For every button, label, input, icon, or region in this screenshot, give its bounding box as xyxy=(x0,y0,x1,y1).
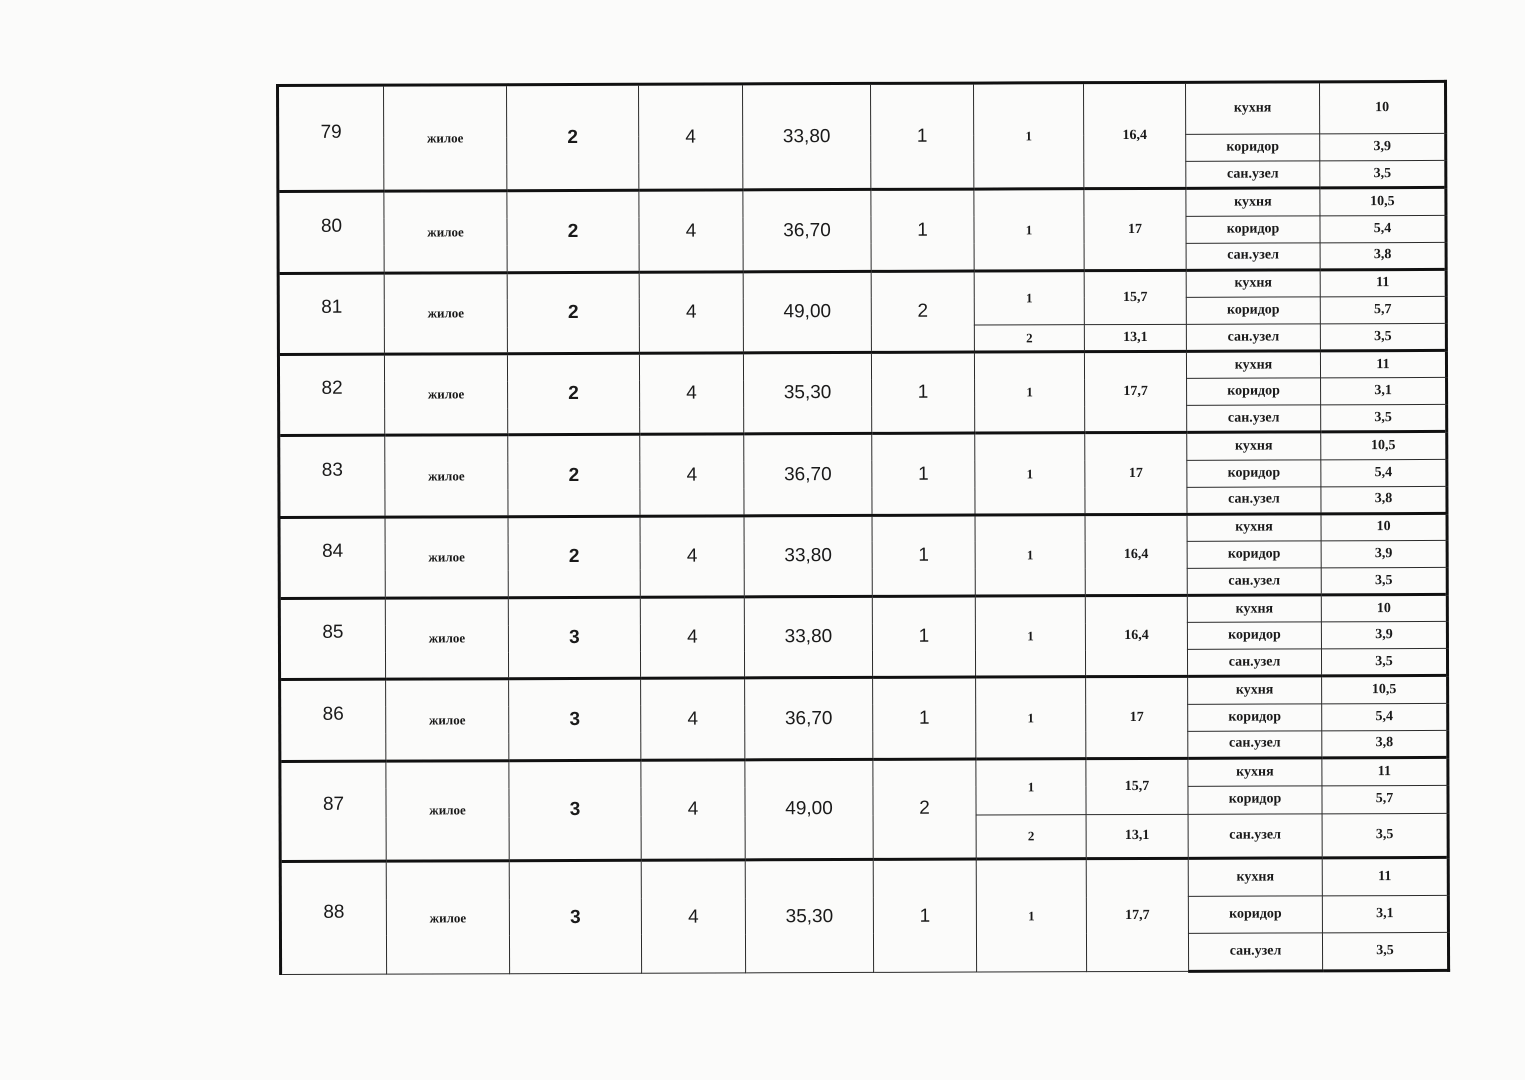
room-number: 1 xyxy=(975,514,1085,596)
aux-room-name: кухня xyxy=(1187,514,1321,542)
aux-room-area: 3,5 xyxy=(1321,567,1447,595)
table-row xyxy=(280,757,1448,789)
aux-room-name: сан.узел xyxy=(1188,730,1322,758)
total-area: 49,00 xyxy=(743,271,871,353)
room-number: 1 xyxy=(976,859,1086,972)
aux-room-area: 10 xyxy=(1319,81,1445,134)
total-area: 36,70 xyxy=(743,190,871,272)
apartment-number: 83 xyxy=(321,459,343,481)
room-area: 17,7 xyxy=(1086,859,1188,972)
aux-room-name: сан.узел xyxy=(1187,487,1321,515)
room-area: 16,4 xyxy=(1085,514,1187,596)
aux-room-area: 3,5 xyxy=(1322,813,1448,858)
floor-number: 2 xyxy=(507,191,639,273)
aux-room-name: коридор xyxy=(1187,622,1321,650)
aux-room-area: 3,5 xyxy=(1321,649,1447,677)
floors-total: 4 xyxy=(641,860,745,973)
apartment-number-cell xyxy=(280,680,386,762)
total-area: 33,80 xyxy=(744,597,872,679)
floors-total: 4 xyxy=(641,678,745,760)
table-row xyxy=(279,595,1447,626)
room-number: 1 xyxy=(974,352,1084,434)
apartment-number-cell xyxy=(279,598,385,680)
aux-room-area: 3,5 xyxy=(1321,405,1447,433)
table-row xyxy=(278,81,1446,137)
room-area: 17,7 xyxy=(1084,351,1186,433)
aux-room-name: сан.узел xyxy=(1186,243,1320,271)
aux-room-name: коридор xyxy=(1187,541,1321,569)
rooms-count: 1 xyxy=(871,190,974,272)
aux-room-area: 10 xyxy=(1321,513,1447,541)
premises-type: жилое xyxy=(384,272,507,354)
apartment-number: 81 xyxy=(321,296,343,318)
room-number: 1 xyxy=(974,189,1084,271)
aux-room-area: 3,5 xyxy=(1320,161,1446,189)
aux-room-area: 5,7 xyxy=(1322,785,1448,814)
room-area: 13,1 xyxy=(1084,324,1186,351)
aux-room-name: кухня xyxy=(1186,270,1320,298)
room-number: 1 xyxy=(974,83,1084,190)
apartment-number: 86 xyxy=(322,703,344,725)
aux-room-name: сан.узел xyxy=(1186,161,1320,189)
aux-room-area: 3,5 xyxy=(1322,932,1448,971)
aux-room-name: кухня xyxy=(1186,351,1320,379)
aux-room-name: сан.узел xyxy=(1187,405,1321,433)
rooms-count: 1 xyxy=(871,83,974,190)
aux-room-area: 11 xyxy=(1320,351,1446,379)
floor-number: 2 xyxy=(507,84,639,191)
apartment-number: 79 xyxy=(320,121,342,143)
aux-room-name: кухня xyxy=(1188,758,1322,787)
total-area: 36,70 xyxy=(745,678,873,760)
room-number: 1 xyxy=(975,596,1085,678)
premises-type: жилое xyxy=(386,760,509,861)
floors-total: 4 xyxy=(639,190,743,272)
room-area: 16,4 xyxy=(1085,595,1187,677)
aux-room-area: 3,8 xyxy=(1322,730,1448,758)
total-area: 49,00 xyxy=(745,759,873,860)
rooms-count: 1 xyxy=(872,434,975,516)
total-area: 36,70 xyxy=(744,434,872,516)
aux-room-name: сан.узел xyxy=(1188,814,1322,859)
premises-type: жилое xyxy=(385,516,508,598)
aux-room-area: 10 xyxy=(1321,595,1447,623)
apartment-number: 88 xyxy=(323,901,345,923)
aux-room-name: кухня xyxy=(1187,432,1321,460)
aux-room-name: кухня xyxy=(1187,595,1321,623)
room-number: 2 xyxy=(976,815,1086,860)
apartment-number-cell xyxy=(279,436,385,518)
aux-room-area: 3,8 xyxy=(1321,486,1447,514)
rooms-count: 1 xyxy=(873,677,976,759)
aux-room-area: 11 xyxy=(1322,858,1448,897)
aux-room-area: 3,9 xyxy=(1321,622,1447,650)
room-area: 17 xyxy=(1085,433,1187,515)
apartment-number: 80 xyxy=(320,215,343,237)
table-row xyxy=(280,676,1448,707)
premises-type: жилое xyxy=(385,435,508,517)
aux-room-area: 10,5 xyxy=(1320,188,1446,216)
rooms-count: 2 xyxy=(871,271,974,353)
total-area: 35,30 xyxy=(743,353,871,435)
aux-room-name: коридор xyxy=(1186,134,1320,162)
aux-room-name: коридор xyxy=(1186,215,1320,243)
floor-number: 3 xyxy=(509,860,641,973)
floor-number: 2 xyxy=(507,353,639,435)
total-area: 33,80 xyxy=(744,515,872,597)
floors-total: 4 xyxy=(639,272,743,354)
rooms-count: 2 xyxy=(873,759,976,860)
floors-total: 4 xyxy=(639,353,743,435)
premises-type: жилое xyxy=(385,598,508,680)
apartment-number: 85 xyxy=(322,622,344,644)
floors-total: 4 xyxy=(640,597,744,679)
premises-type: жилое xyxy=(384,85,507,192)
aux-room-area: 3,9 xyxy=(1321,540,1447,568)
rooms-count: 1 xyxy=(873,859,976,972)
floor-number: 3 xyxy=(509,760,641,861)
floors-total: 4 xyxy=(639,84,743,191)
table-row xyxy=(279,432,1447,463)
aux-room-area: 3,9 xyxy=(1320,134,1446,162)
premises-type: жилое xyxy=(386,861,509,974)
rooms-count: 1 xyxy=(872,515,975,597)
room-area: 16,4 xyxy=(1084,82,1186,189)
apartment-number: 87 xyxy=(322,794,345,816)
aux-room-area: 3,1 xyxy=(1322,896,1448,933)
aux-room-area: 5,4 xyxy=(1321,459,1447,487)
premises-type: жилое xyxy=(384,354,507,436)
room-number: 1 xyxy=(974,270,1084,325)
floors-total: 4 xyxy=(641,760,745,861)
room-area: 17 xyxy=(1084,189,1186,271)
table-row xyxy=(278,188,1446,219)
aux-room-area: 5,4 xyxy=(1320,215,1446,243)
rooms-count: 1 xyxy=(872,596,975,678)
aux-room-name: коридор xyxy=(1186,297,1320,325)
table-row xyxy=(279,513,1447,544)
aux-room-name: кухня xyxy=(1188,858,1322,897)
premises-type: жилое xyxy=(384,191,507,273)
aux-room-name: сан.узел xyxy=(1186,324,1320,352)
aux-room-name: кухня xyxy=(1185,82,1319,135)
table-row xyxy=(278,351,1446,382)
aux-room-area: 10,5 xyxy=(1321,432,1447,460)
floor-number: 2 xyxy=(508,516,640,598)
premises-type: жилое xyxy=(386,679,509,761)
aux-room-name: коридор xyxy=(1188,703,1322,731)
aux-room-name: коридор xyxy=(1187,459,1321,487)
floor-number: 3 xyxy=(508,597,640,679)
aux-room-name: коридор xyxy=(1187,378,1321,406)
apartment-number-cell xyxy=(279,517,385,599)
apartment-number-cell xyxy=(278,354,384,436)
room-number: 1 xyxy=(976,677,1086,759)
aux-room-name: коридор xyxy=(1188,786,1322,815)
room-area: 15,7 xyxy=(1084,270,1186,325)
rooms-count: 1 xyxy=(871,352,974,434)
floor-number: 2 xyxy=(507,272,639,354)
apartment-number-cell xyxy=(278,192,384,274)
floors-total: 4 xyxy=(640,434,744,516)
table-row xyxy=(280,858,1448,900)
aux-room-area: 3,8 xyxy=(1320,242,1446,270)
total-area: 33,80 xyxy=(743,83,871,190)
aux-room-area: 5,7 xyxy=(1320,296,1446,324)
aux-room-area: 3,1 xyxy=(1321,378,1447,406)
apartment-number-cell xyxy=(278,273,384,355)
room-number: 2 xyxy=(974,325,1084,352)
aux-room-area: 11 xyxy=(1322,757,1448,786)
aux-room-name: сан.узел xyxy=(1187,649,1321,677)
aux-room-area: 10,5 xyxy=(1322,676,1448,704)
aux-room-name: сан.узел xyxy=(1188,932,1322,971)
aux-room-area: 5,4 xyxy=(1322,703,1448,731)
aux-room-name: коридор xyxy=(1188,896,1322,933)
apartments-table xyxy=(276,80,1450,976)
room-area: 15,7 xyxy=(1086,758,1188,815)
apartment-number: 82 xyxy=(321,378,343,400)
aux-room-name: кухня xyxy=(1188,676,1322,704)
floors-total: 4 xyxy=(640,516,744,598)
floor-number: 3 xyxy=(509,679,641,761)
apartment-number-cell xyxy=(280,861,386,974)
room-area: 17 xyxy=(1086,677,1188,759)
aux-room-name: кухня xyxy=(1186,188,1320,216)
apartment-number: 84 xyxy=(322,540,344,562)
floor-number: 2 xyxy=(508,435,640,517)
room-number: 1 xyxy=(975,433,1085,515)
total-area: 35,30 xyxy=(745,860,873,973)
aux-room-area: 3,5 xyxy=(1320,323,1446,351)
table-row xyxy=(278,269,1446,300)
aux-room-area: 11 xyxy=(1320,269,1446,297)
room-number: 1 xyxy=(976,758,1086,815)
apartment-number-cell xyxy=(278,85,384,192)
apartment-number-cell xyxy=(280,761,386,862)
aux-room-name: сан.узел xyxy=(1187,568,1321,596)
room-area: 13,1 xyxy=(1086,814,1188,859)
